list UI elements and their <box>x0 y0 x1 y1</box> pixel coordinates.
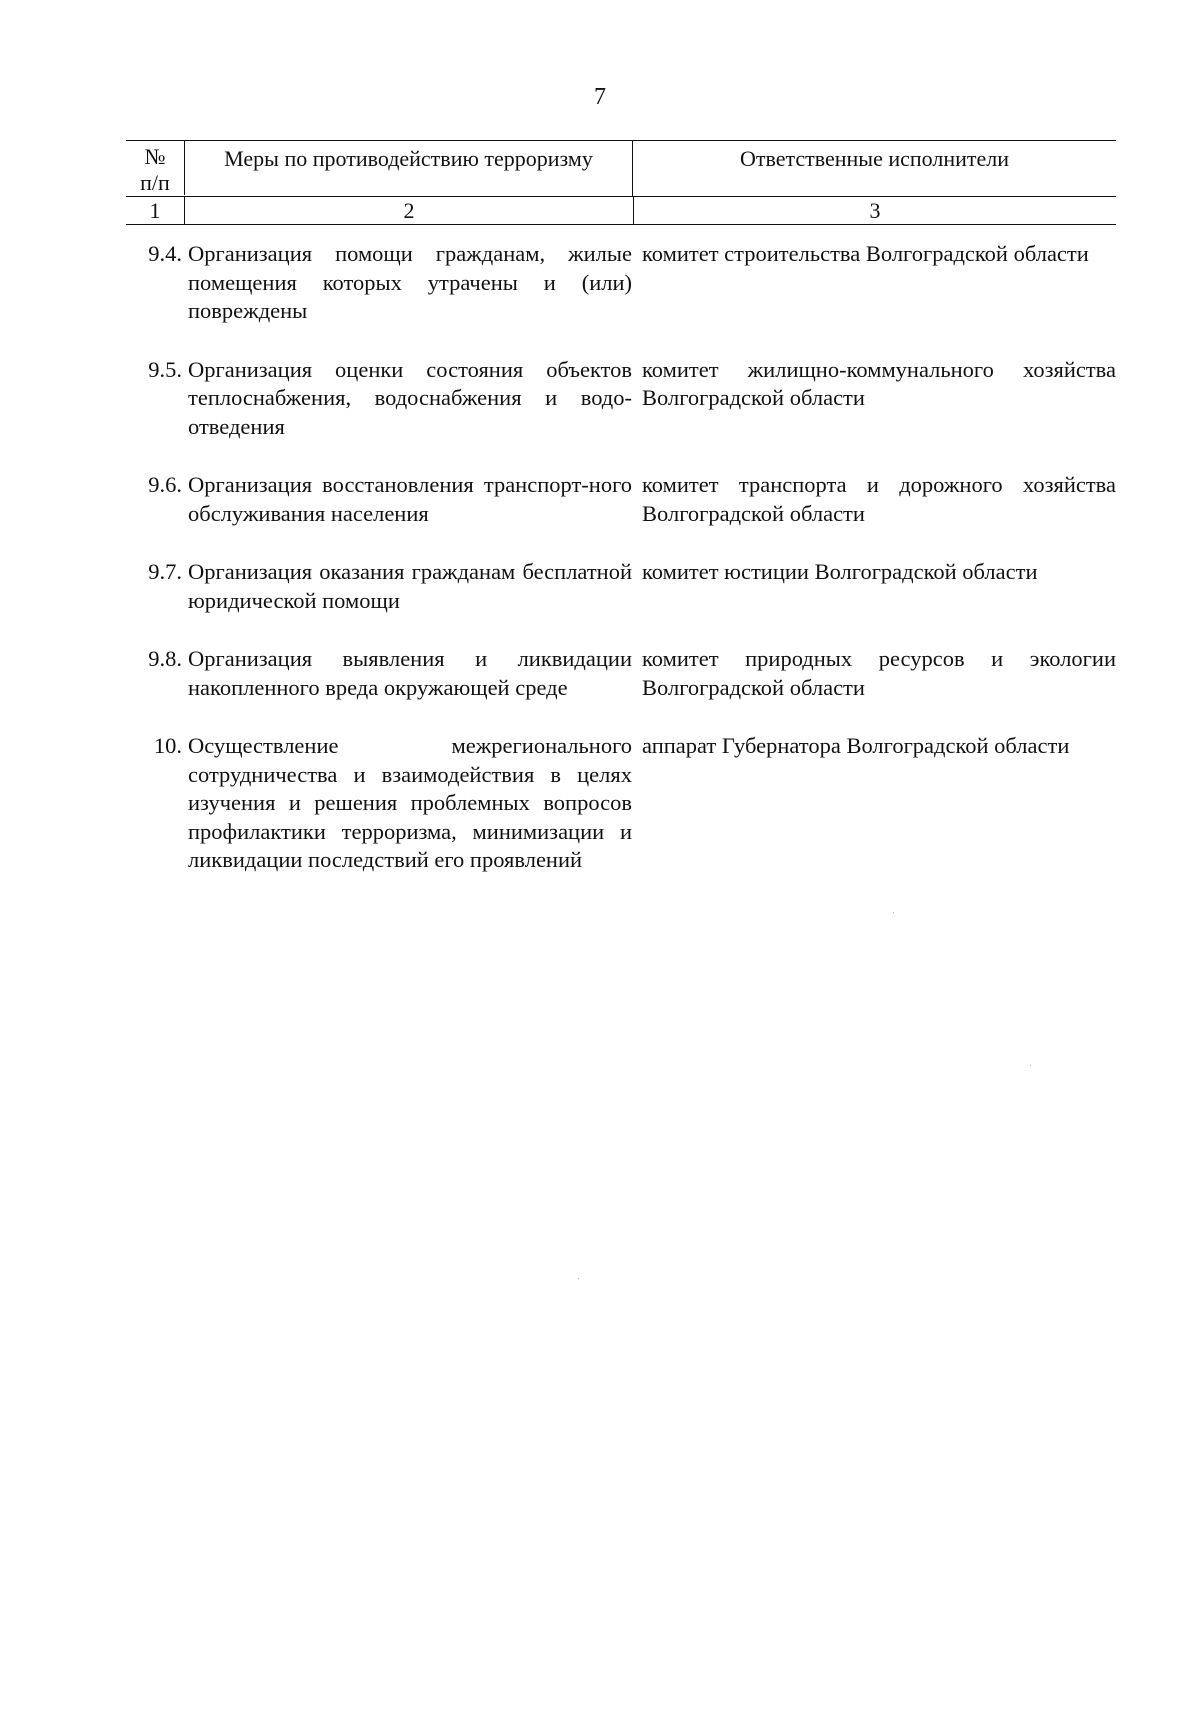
row-measure: Осуществление межрегионального сотрудничества и взаимодействия в целях изучения и решения проблемных вопросов профилактики терроризма, минимизации и ликвидации последствий его проявлений <box>188 733 632 872</box>
table-row <box>126 471 1116 528</box>
row-measure: Организация помощи гражданам, жилые помещения которых утрачены и (или) повреждены <box>188 241 632 323</box>
column-number-2: 2 <box>184 197 633 224</box>
row-number: 9.7. <box>148 559 182 584</box>
row-executor: комитет природных ресурсов и экологии Волгоградской области <box>642 646 1116 700</box>
row-executor: комитет строительства Волгоградской области <box>642 241 1089 266</box>
header-number-column <box>126 141 184 196</box>
row-measure: Организация выявления и ликвидации накопленного вреда окружающей среде <box>188 646 632 700</box>
column-number-1: 1 <box>149 198 161 223</box>
page-number: 7 <box>594 84 606 110</box>
row-number: 10. <box>153 733 182 758</box>
row-measure: Организация оказания гражданам бесплатной юридической помощи <box>188 559 632 613</box>
scan-dust <box>893 912 894 913</box>
table-row <box>126 558 1116 615</box>
row-number: 9.5. <box>148 356 182 382</box>
table-row <box>126 356 1116 442</box>
column-number-3: 3 <box>633 197 1116 224</box>
scan-dust <box>1030 1065 1031 1066</box>
table-header <box>126 140 1116 225</box>
row-executor: комитет жилищно-коммунального хозяйства Волгоградской области <box>642 356 1116 410</box>
row-measure: Организация восстановления транспорт-ного обслуживания населения <box>188 472 632 526</box>
table-body <box>126 240 1116 905</box>
header-row <box>126 141 1116 197</box>
row-executor: аппарат Губернатора Волгоградской области <box>642 733 1070 758</box>
table-row <box>126 732 1116 875</box>
table-row <box>126 645 1116 702</box>
row-measure: Организация оценки состояния объектов теплоснабжения, водоснабжения и водо-отведения <box>188 356 632 439</box>
row-executor: комитет транспорта и дорожного хозяйства Волгоградской области <box>642 472 1116 526</box>
header-executors-column: Ответственные исполнители <box>632 141 1116 196</box>
row-executor: комитет юстиции Волгоградской области <box>642 559 1038 584</box>
header-number-label: № п/п <box>140 144 170 195</box>
column-numbering-row <box>126 197 1116 224</box>
table-row <box>126 240 1116 326</box>
header-measures-column: Меры по противодействию терроризму <box>184 141 632 195</box>
row-number: 9.6. <box>148 472 182 497</box>
scan-dust <box>578 1278 579 1279</box>
row-number: 9.8. <box>148 646 182 671</box>
row-number: 9.4. <box>148 241 182 266</box>
